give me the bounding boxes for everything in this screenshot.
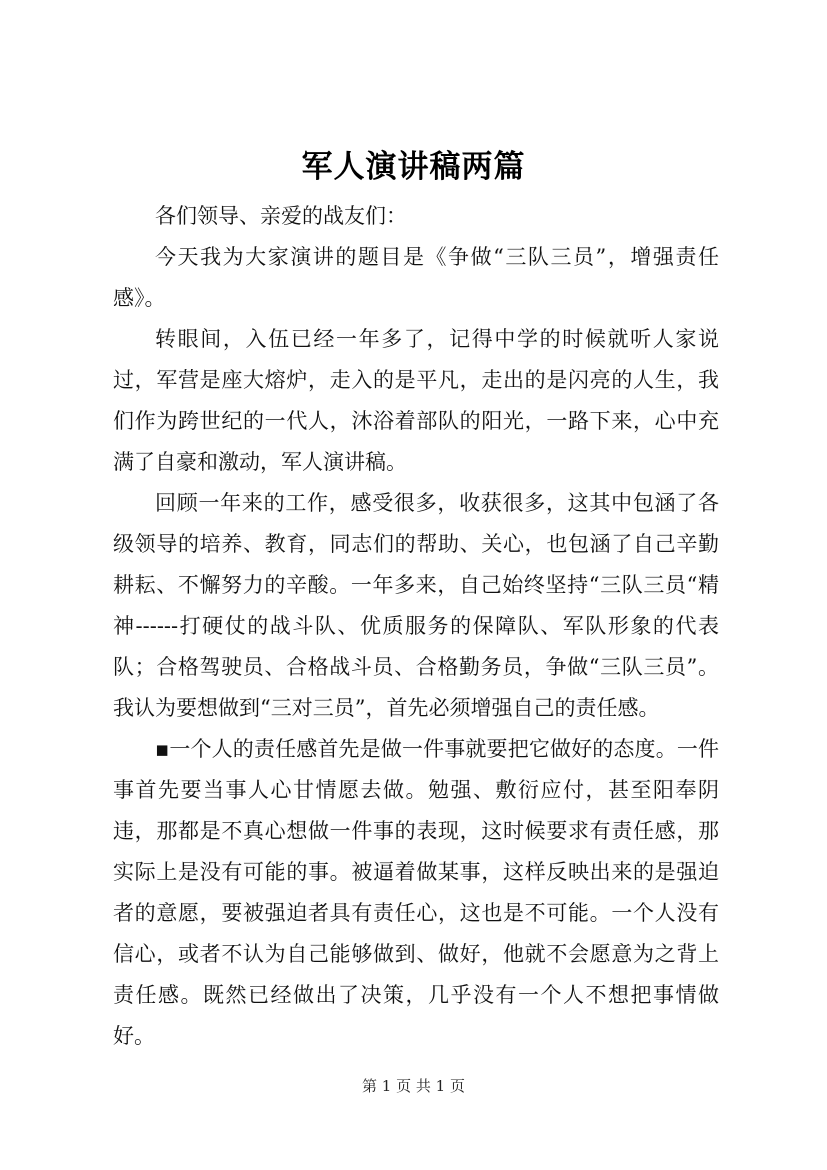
paragraph-review: 回顾一年来的工作，感受很多，收获很多，这其中包涵了各级领导的培养、教育，同志们的帮助、关心，也包涵了自己辛勤耕耘、不懈努力的辛酸。一年多来，自己始终坚持“三队三员“精神------打硬仗的战斗队、优质服务的保障队、军队形象的代表队；合格驾驶员、合格战斗员、合格勤务员，争做“三队三员”。我认为要想做到“三对三员”，首先必须增强自己的责任感。 (113, 491, 719, 720)
paragraph-greeting: 各们领导、亲爱的战友们： (155, 204, 407, 228)
document-title: 军人演讲稿两篇 (301, 149, 526, 185)
document-body (113, 196, 719, 1057)
page-footer: 第 1 页 共 1 页 (362, 1077, 465, 1095)
paragraph-topic: 今天我为大家演讲的题目是《争做“三队三员”，增强责任感》。 (113, 245, 719, 310)
paragraph-responsibility: ▪一个人的责任感首先是做一件事就要把它做好的态度。一件事首先要当事人心甘情愿去做。勉强、敷衍应付，甚至阳奉阴违，那都是不真心想做一件事的表现，这时候要求有责任感，那实际上是没有可能的事。被逼着做某事，这样反映出来的是强迫者的意愿，要被强迫者具有责任心，这也是不可能。一个人没有信心，或者不认为自己能够做到、做好，他就不会愿意为之背上责任感。既然已经做出了决策，几乎没有一个人不想把事情做好。 (113, 737, 719, 1048)
paragraph-intro: 转眼间，入伍已经一年多了，记得中学的时候就听人家说过，军营是座大熔炉，走入的是平凡，走出的是闪亮的人生，我们作为跨世纪的一代人，沐浴着部队的阳光，一路下来，心中充满了自豪和激动，军人演讲稿。 (113, 327, 719, 474)
